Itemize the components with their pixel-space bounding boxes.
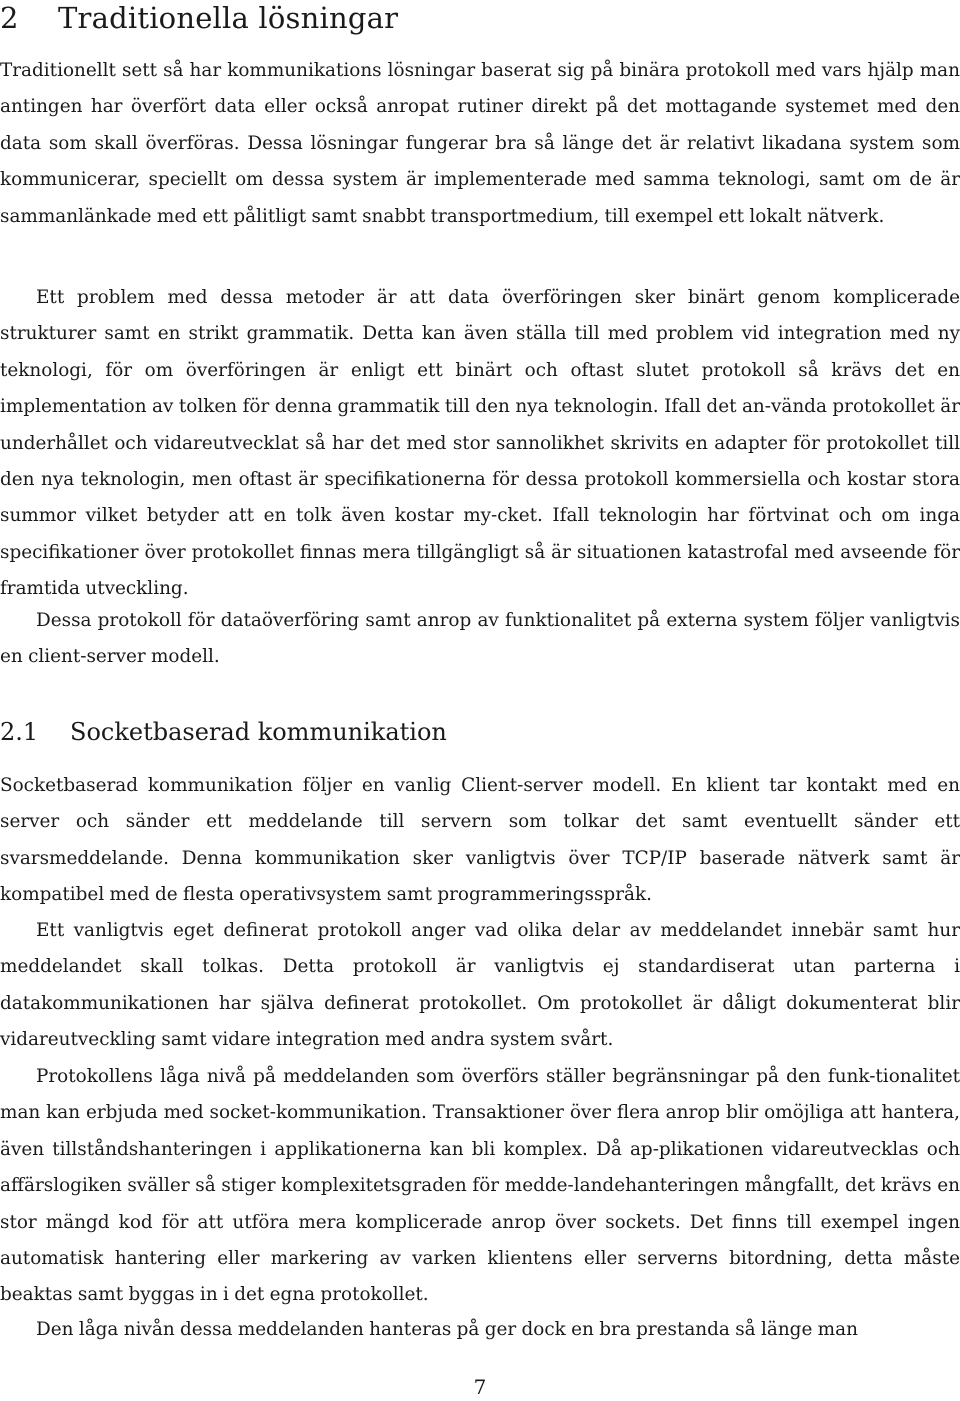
- subsection-number: 2.1: [0, 718, 39, 746]
- section-number: 2: [0, 1, 19, 35]
- paragraph-6: Protokollens låga nivå på meddelanden som överförs ställer begränsningar på den funk-tionalitet man kan erbjuda med socket-kommunikation. Transaktioner över flera anrop blir omöjliga att hantera, även tillståndshanteringen i applikationerna kan bli komplex. Då ap-plikationen vidareutvecklas och affärslogiken sväller så stiger komplexitetsgraden för medde-landehanteringen mångfallt, det krävs en stor mängd kod för att utföra mera komplicerade anrop över sockets. Det finns till exempel ingen automatisk hantering eller markering av varken klientens eller serverns bitordning, detta måste beaktas samt byggas in i det egna protokollet.: [0, 1066, 960, 1306]
- subsection-heading: [0, 715, 447, 749]
- paragraph-2: Ett problem med dessa metoder är att data överföringen sker binärt genom komplicerade strukturer samt en strikt grammatik. Detta kan även ställa till med problem vid integration med ny teknologi, för om överföringen är enligt ett binärt och oftast slutet protokoll så krävs det en implementation av tolken för denna grammatik till den nya teknologin. Ifall det an-vända protokollet är underhållet och vidareutvecklat så har det med stor sannolikhet skrivits en adapter för protokollet till den nya teknologin, men oftast är specifikationerna för dessa protokoll kommersiella och kostar stora summor vilket betyder att en tolk även kostar my-cket. Ifall teknologin har förtvinat och om inga specifikationer över protokollet finnas mera tillgängligt så är situationen katastrofal med avseende för framtida utveckling.: [0, 287, 960, 600]
- section-title: Traditionella lösningar: [58, 1, 399, 35]
- paragraph-5: Ett vanligtvis eget definerat protokoll anger vad olika delar av meddelandet innebär samt hur meddelandet skall tolkas. Detta protokoll är vanligtvis ej standardiserat utan parterna i datakommunikationen har själva definerat protokollet. Om protokollet är dåligt dokumenterat blir vidareutveckling samt vidare integration med andra system svårt.: [0, 920, 960, 1051]
- subsection-title: Socketbaserad kommunikation: [70, 718, 447, 746]
- paragraph-7: Den låga nivån dessa meddelanden hanteras på ger dock en bra prestanda så länge man: [36, 1319, 858, 1340]
- section-heading: [0, 0, 398, 36]
- paragraph-1: Traditionellt sett så har kommunikations lösningar baserat sig på binära protokoll med vars hjälp man antingen har överfört data eller också anropat rutiner direkt på det mottagande systemet med den data som skall överföras. Dessa lösningar fungerar bra så länge det är relativt likadana system som kommunicerar, speciellt om dessa system är implementerade med samma teknologi, samt om de är sammanlänkade med ett pålitligt samt snabbt transportmedium, till exempel ett lokalt nätverk.: [0, 60, 960, 227]
- paragraph-4: Socketbaserad kommunikation följer en vanlig Client-server modell. En klient tar kontakt med en server och sänder ett meddelande till servern som tolkar det samt eventuellt sänder ett svarsmeddelande. Denna kommunikation sker vanligtvis över TCP/IP baserade nätverk samt är kompatibel med de flesta operativsystem samt programmeringsspråk.: [0, 775, 960, 906]
- paragraph-3: Dessa protokoll för dataöverföring samt anrop av funktionalitet på externa system följer vanligtvis en client-server modell.: [0, 610, 960, 668]
- page-number: 7: [473, 1375, 487, 1399]
